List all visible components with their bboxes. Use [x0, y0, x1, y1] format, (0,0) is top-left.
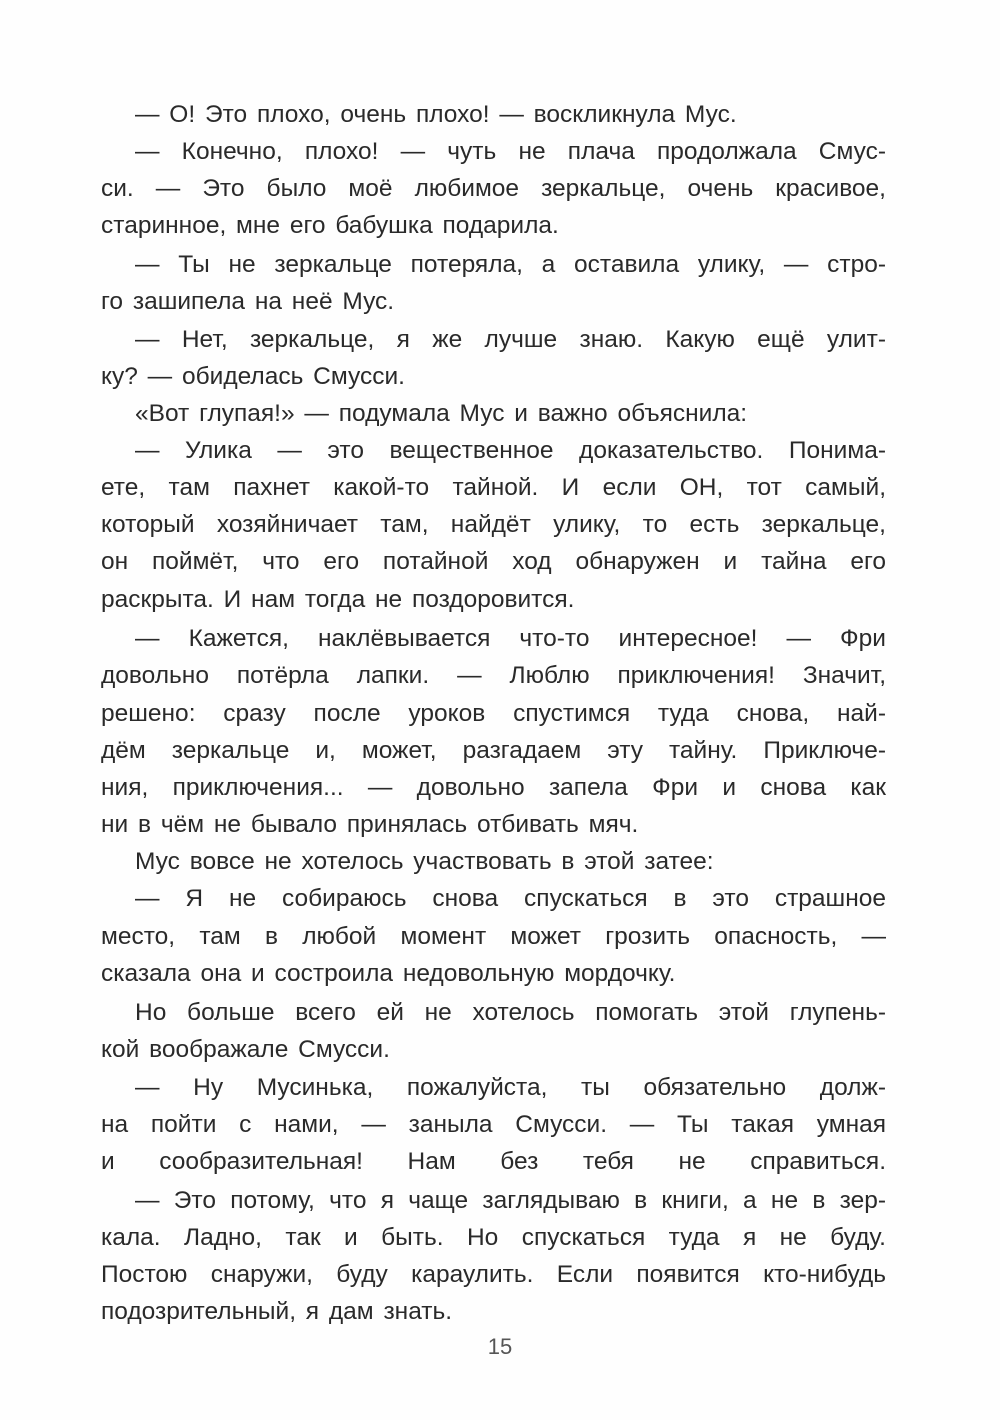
text-line: Но больше всего ей не хотелось помогать этой глупень- — [135, 999, 886, 1026]
text-line: старинное, мне его бабушка подарила. — [101, 212, 559, 239]
text-line: и сообразительная! Нам без тебя не справиться. — [101, 1148, 886, 1175]
text-line: — Это потому, что я чаще заглядываю в книги, а не в зер- — [135, 1187, 886, 1214]
text-line: кой воображале Смусси. — [101, 1036, 390, 1063]
text-line: го зашипела на неё Мус. — [101, 288, 395, 315]
text-line: — Я не собираюсь снова спускаться в это страшное — [135, 885, 886, 912]
text-line: ку? — обиделась Смусси. — [101, 363, 405, 390]
text-line: — Кажется, наклёвывается что-то интересное! — Фри — [135, 625, 886, 652]
text-line: ете, там пахнет какой-то тайной. И если ОН, тот самый, — [101, 474, 886, 501]
text-line: решено: сразу после уроков спустимся туда снова, най- — [101, 700, 886, 727]
text-line: подозрительный, я дам знать. — [101, 1298, 453, 1325]
text-line: раскрыта. И нам тогда не поздоровится. — [101, 586, 575, 613]
text-line: ния, приключения... — довольно запела Фри и снова как — [101, 774, 886, 801]
text-line: дём зеркальце и, может, разгадаем эту тайну. Приключе- — [101, 737, 886, 764]
text-line: который хозяйничает там, найдёт улику, то есть зеркальце, — [101, 511, 886, 538]
text-line: на пойти с нами, — заныла Смусси. — Ты такая умная — [101, 1111, 886, 1138]
text-line: место, там в любой момент может грозить опасность, — — [101, 923, 886, 950]
text-line: — Конечно, плохо! — чуть не плача продолжала Смус- — [135, 138, 886, 165]
text-line: «Вот глупая!» — подумала Мус и важно объяснила: — [135, 400, 748, 427]
text-line: сказала она и состроила недовольную мордочку. — [101, 960, 676, 987]
text-line: — Улика — это вещественное доказательство. Понима- — [135, 437, 886, 464]
text-line: Постою снаружи, буду караулить. Если появится кто-нибудь — [101, 1261, 886, 1288]
text-line: Мус вовсе не хотелось участвовать в этой затее: — [135, 848, 714, 875]
text-line: ни в чём не бывало принялась отбивать мяч. — [101, 811, 639, 838]
text-line: — Нет, зеркальце, я же лучше знаю. Какую ещё улит- — [135, 326, 886, 353]
text-line: довольно потёрла лапки. — Люблю приключения! Значит, — [101, 662, 886, 689]
text-line: — Ну Мусинька, пожалуйста, ты обязательно долж- — [135, 1074, 886, 1101]
text-line: — О! Это плохо, очень плохо! — воскликнула Мус. — [135, 101, 737, 128]
text-line: си. — Это было моё любимое зеркальце, очень красивое, — [101, 175, 886, 202]
text-line: он поймёт, что его потайной ход обнаружен и тайна его — [101, 548, 886, 575]
page-number: 15 — [487, 1334, 513, 1359]
text-line: кала. Ладно, так и быть. Но спускаться туда я не буду. — [101, 1224, 886, 1251]
text-line: — Ты не зеркальце потеряла, а оставила улику, — стро- — [135, 251, 886, 278]
